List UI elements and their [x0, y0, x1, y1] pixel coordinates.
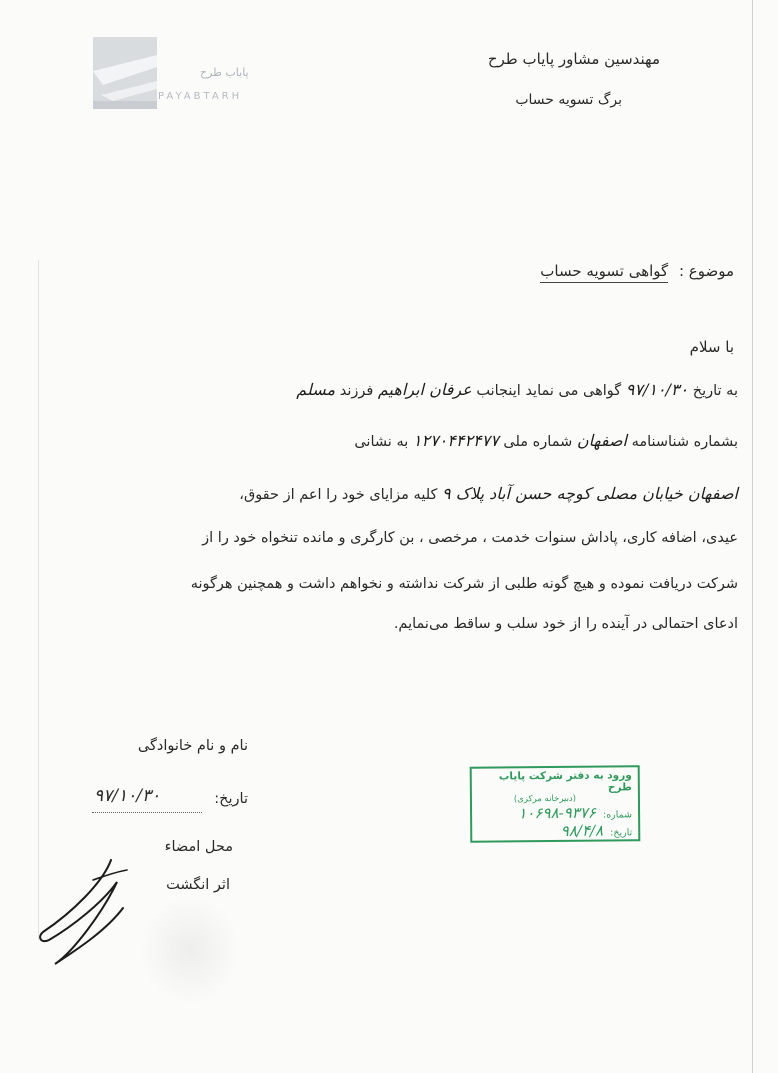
- body-text: به نشانی: [354, 434, 409, 450]
- body-text: به تاریخ: [692, 383, 738, 399]
- stamp-number-label: شماره:: [602, 809, 633, 821]
- stamp-date-row: [478, 821, 632, 840]
- logo-text-english: PAYABTARH: [158, 91, 243, 102]
- stamp-subtitle: (دبیرخانه مرکزی): [513, 793, 577, 805]
- body-text: فرزند: [339, 383, 374, 399]
- fingerprint-smudge: [140, 895, 240, 1005]
- signature-icon: [33, 852, 133, 972]
- body-text: شماره ملی: [503, 434, 573, 450]
- handwritten-date: ۹۷/۱۰/۳۰: [625, 380, 689, 399]
- body-text: گواهی می نماید اینجانب: [476, 383, 622, 399]
- body-line-2: [354, 431, 738, 450]
- company-name: مهندسین مشاور پایاب طرح: [487, 50, 660, 68]
- signature-label: محل امضاء: [164, 839, 233, 855]
- date-dotted-line: [92, 812, 202, 813]
- footer-date-value: ۹۷/۱۰/۳۰: [94, 786, 161, 806]
- stamp-number-value: ۹۳۷۶-۱۰۶۹۸: [518, 803, 596, 823]
- subject-label: موضوع :: [678, 262, 734, 280]
- stamp-title: ورود به دفتر شرکت پایاب طرح: [498, 769, 632, 794]
- body-text: کلیه مزایای خود را اعم از حقوق،: [239, 487, 438, 503]
- footer-date-label: تاریخ:: [214, 791, 248, 807]
- page-edge-line: [752, 0, 753, 1073]
- stamp-number-row: [478, 803, 632, 822]
- subject-value: گواهی تسویه حساب: [540, 262, 668, 283]
- handwritten-address: اصفهان خیابان مصلی کوچه حسن آباد پلاک ۹: [442, 484, 738, 503]
- body-line-1: [296, 380, 738, 399]
- body-line-5: شرکت دریافت نموده و هیچ گونه طلبی از شرکت نداشته و نخواهم داشت و همچنین هرگونه: [190, 576, 738, 592]
- handwritten-father-name: مسلم: [296, 380, 336, 399]
- subject-line: [540, 262, 734, 280]
- stamp-date-label: تاریخ:: [610, 827, 633, 839]
- handwritten-id-place: اصفهان: [576, 431, 627, 450]
- logo-text-persian: پایاب طرح: [200, 66, 249, 79]
- body-line-4: عیدی، اضافه کاری، پاداش سنوات خدمت ، مرخصی ، بن کارگری و مانده تنخواه خود را از: [202, 530, 738, 546]
- handwritten-national-id: ۱۲۷۰۴۴۲۴۷۷: [412, 431, 499, 450]
- body-line-6: ادعای احتمالی در آینده را از خود سلب و ساقط می‌نمایم.: [393, 616, 738, 632]
- body-text: بشماره شناسنامه: [631, 434, 738, 450]
- name-label: نام و نام خانوادگی: [137, 738, 248, 754]
- stamp-date-value: ۹۸/۴/۸: [560, 821, 604, 840]
- greeting: با سلام: [689, 338, 734, 356]
- received-stamp: [470, 765, 641, 842]
- fingerprint-label: اثر انگشت: [166, 877, 230, 893]
- company-logo-icon: [93, 37, 157, 109]
- form-title: برگ تسویه حساب: [515, 92, 622, 108]
- handwritten-name: عرفان ابراهیم: [377, 380, 472, 399]
- body-line-3: [239, 484, 738, 503]
- page-fold-line: [38, 260, 39, 940]
